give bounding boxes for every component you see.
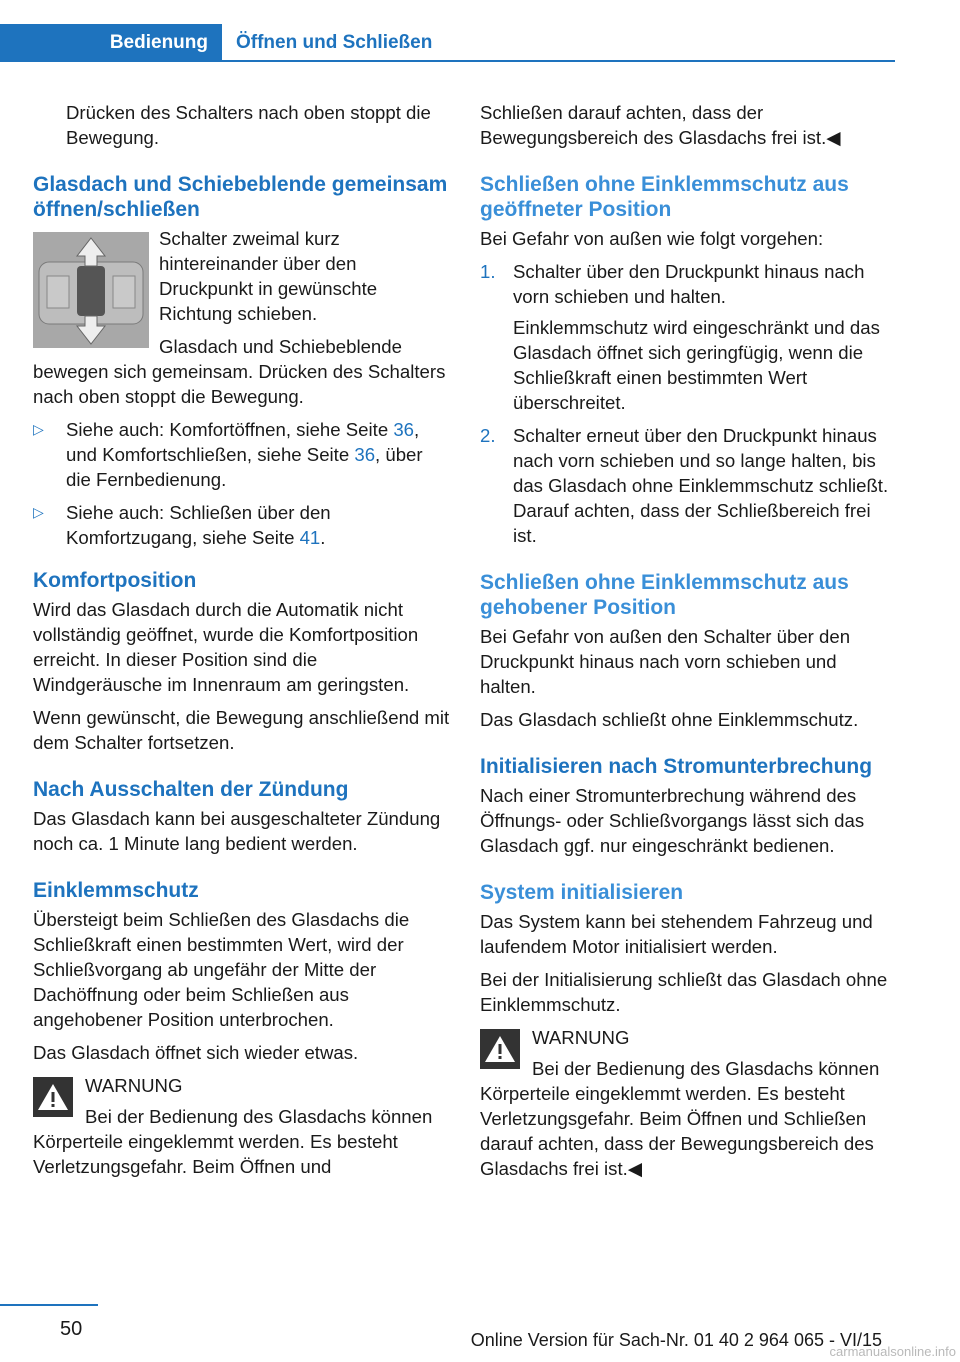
tab-bedienung[interactable]: Bedienung	[0, 24, 222, 62]
section-heading: Schließen ohne Einklemmschutz aus geöffneter Position	[480, 173, 849, 221]
paragraph: Übersteigt beim Schließen des Glasdachs die Schließkraft einen bestimmten Wert, wird der Schließvorgang ab ungefähr der Mitte der Dachöffnung oder beim Schließen aus angehobener Position unterbrochen.	[33, 909, 410, 1030]
text: , über die Fernbedienung.	[66, 444, 423, 490]
warning-icon	[33, 1077, 73, 1117]
text: Siehe auch: Schließen über den Komfortzugang, siehe Seite	[66, 502, 331, 548]
paragraph: Schließen darauf achten, dass der Bewegungsbereich des Glasdachs frei ist.◀	[480, 102, 841, 148]
section-heading: Nach Ausschalten der Zündung	[33, 778, 349, 801]
section-heading: System initialisieren	[480, 881, 684, 904]
list-item	[480, 259, 896, 415]
paragraph: Schalter zweimal kurz hintereinander über den Druckpunkt in gewünschte Richtung schieben.	[159, 228, 378, 324]
paragraph: Das Glasdach öffnet sich wieder etwas.	[33, 1042, 359, 1063]
list-item	[33, 500, 451, 550]
page-link-36[interactable]: 36	[393, 419, 415, 440]
section-heading: Glasdach und Schiebeblende gemeinsam öffnen/schließen	[33, 173, 448, 221]
header-tabs	[0, 24, 895, 62]
footer-version: Online Version für Sach-Nr. 01 40 2 964 065 - VI/15	[470, 1330, 882, 1350]
paragraph: Wenn gewünscht, die Bewegung anschließend mit dem Schalter fortsetzen.	[33, 707, 450, 753]
section-heading: Schließen ohne Einklemmschutz aus gehobener Position	[480, 571, 849, 619]
warning-box	[480, 1025, 896, 1181]
text: Siehe auch: Komfortöffnen, siehe Seite	[66, 419, 394, 440]
warning-box	[33, 1073, 451, 1179]
paragraph: Schalter über den Druckpunkt hinaus nach vorn schieben und halten.	[513, 261, 865, 307]
left-column	[33, 100, 451, 1187]
tab-oeffnen-schliessen[interactable]: Öffnen und Schließen	[236, 32, 433, 53]
paragraph: Glasdach und Schiebeblende bewegen sich gemeinsam. Drücken des Schalters nach oben stoppt die Bewegung.	[33, 336, 446, 407]
warning-text: Bei der Bedienung des Glasdachs können Körperteile eingeklemmt werden. Es besteht Verletzungsgefahr. Beim Öffnen und Schließen darauf achten, dass der Bewegungsbereich des Glasdachs frei ist.◀	[480, 1058, 880, 1179]
paragraph: Wird das Glasdach durch die Automatik nicht vollständig geöffnet, wurde die Komfortposition erreicht. In dieser Position sind die Windgeräusche im Innenraum am geringsten.	[33, 599, 419, 695]
watermark: carmanualsonline.info	[829, 1344, 956, 1359]
triangle-right-icon: ▷	[33, 504, 44, 520]
list-number: 2.	[480, 425, 496, 446]
paragraph: Bei Gefahr von außen den Schalter über den Druckpunkt hinaus nach vorn schieben und halten.	[480, 626, 851, 697]
paragraph: Drücken des Schalters nach oben stoppt die Bewegung.	[66, 102, 431, 148]
paragraph: Das System kann bei stehendem Fahrzeug und laufendem Motor initialisiert werden.	[480, 911, 873, 957]
paragraph: Nach einer Stromunterbrechung während des Öffnungs- oder Schließvorgangs lässt sich das Glasdach ggf. nur eingeschränkt bedienen.	[480, 785, 865, 856]
list-item	[33, 417, 451, 492]
warning-title: WARNUNG	[85, 1075, 183, 1096]
text: , und Komfortschließen, siehe Seite	[66, 419, 420, 465]
footer-divider	[0, 1304, 98, 1306]
paragraph: Das Glasdach kann bei ausgeschalteter Zündung noch ca. 1 Minute lang bedient werden.	[33, 808, 441, 854]
right-column	[480, 100, 896, 1189]
paragraph: Bei Gefahr von außen wie folgt vorgehen:	[480, 228, 824, 249]
section-heading: Komfortposition	[33, 569, 197, 592]
bullet-list	[33, 417, 451, 550]
paragraph: Bei der Initialisierung schließt das Glasdach ohne Einklemmschutz.	[480, 969, 888, 1015]
numbered-list	[480, 259, 896, 548]
text: .	[320, 527, 326, 548]
warning-text: Bei der Bedienung des Glasdachs können Körperteile eingeklemmt werden. Es besteht Verletzungsgefahr. Beim Öffnen und	[33, 1106, 433, 1177]
header-divider	[222, 60, 895, 62]
section-heading: Initialisieren nach Stromunterbrechung	[480, 755, 873, 778]
paragraph: Das Glasdach schließt ohne Einklemmschutz.	[480, 709, 859, 730]
triangle-right-icon: ▷	[33, 421, 44, 437]
page-link-36[interactable]: 36	[354, 444, 376, 465]
paragraph: Einklemmschutz wird eingeschränkt und das Glasdach öffnet sich geringfügig, wenn die Schließkraft einen bestimmten Wert überschreitet.	[513, 317, 880, 413]
list-number: 1.	[480, 261, 496, 282]
warning-icon	[480, 1029, 520, 1069]
paragraph: Schalter erneut über den Druckpunkt hinaus nach vorn schieben und so lange halten, bis das Glasdach ohne Einklemmschutz schließt. Darauf achten, dass der Schließbereich frei ist.	[513, 425, 889, 546]
page-link-41[interactable]: 41	[299, 527, 321, 548]
switch-arrows-icon	[33, 232, 149, 348]
warning-title: WARNUNG	[532, 1027, 630, 1048]
section-heading: Einklemmschutz	[33, 879, 199, 902]
list-item	[480, 423, 896, 548]
page-number: 50	[60, 1318, 83, 1340]
